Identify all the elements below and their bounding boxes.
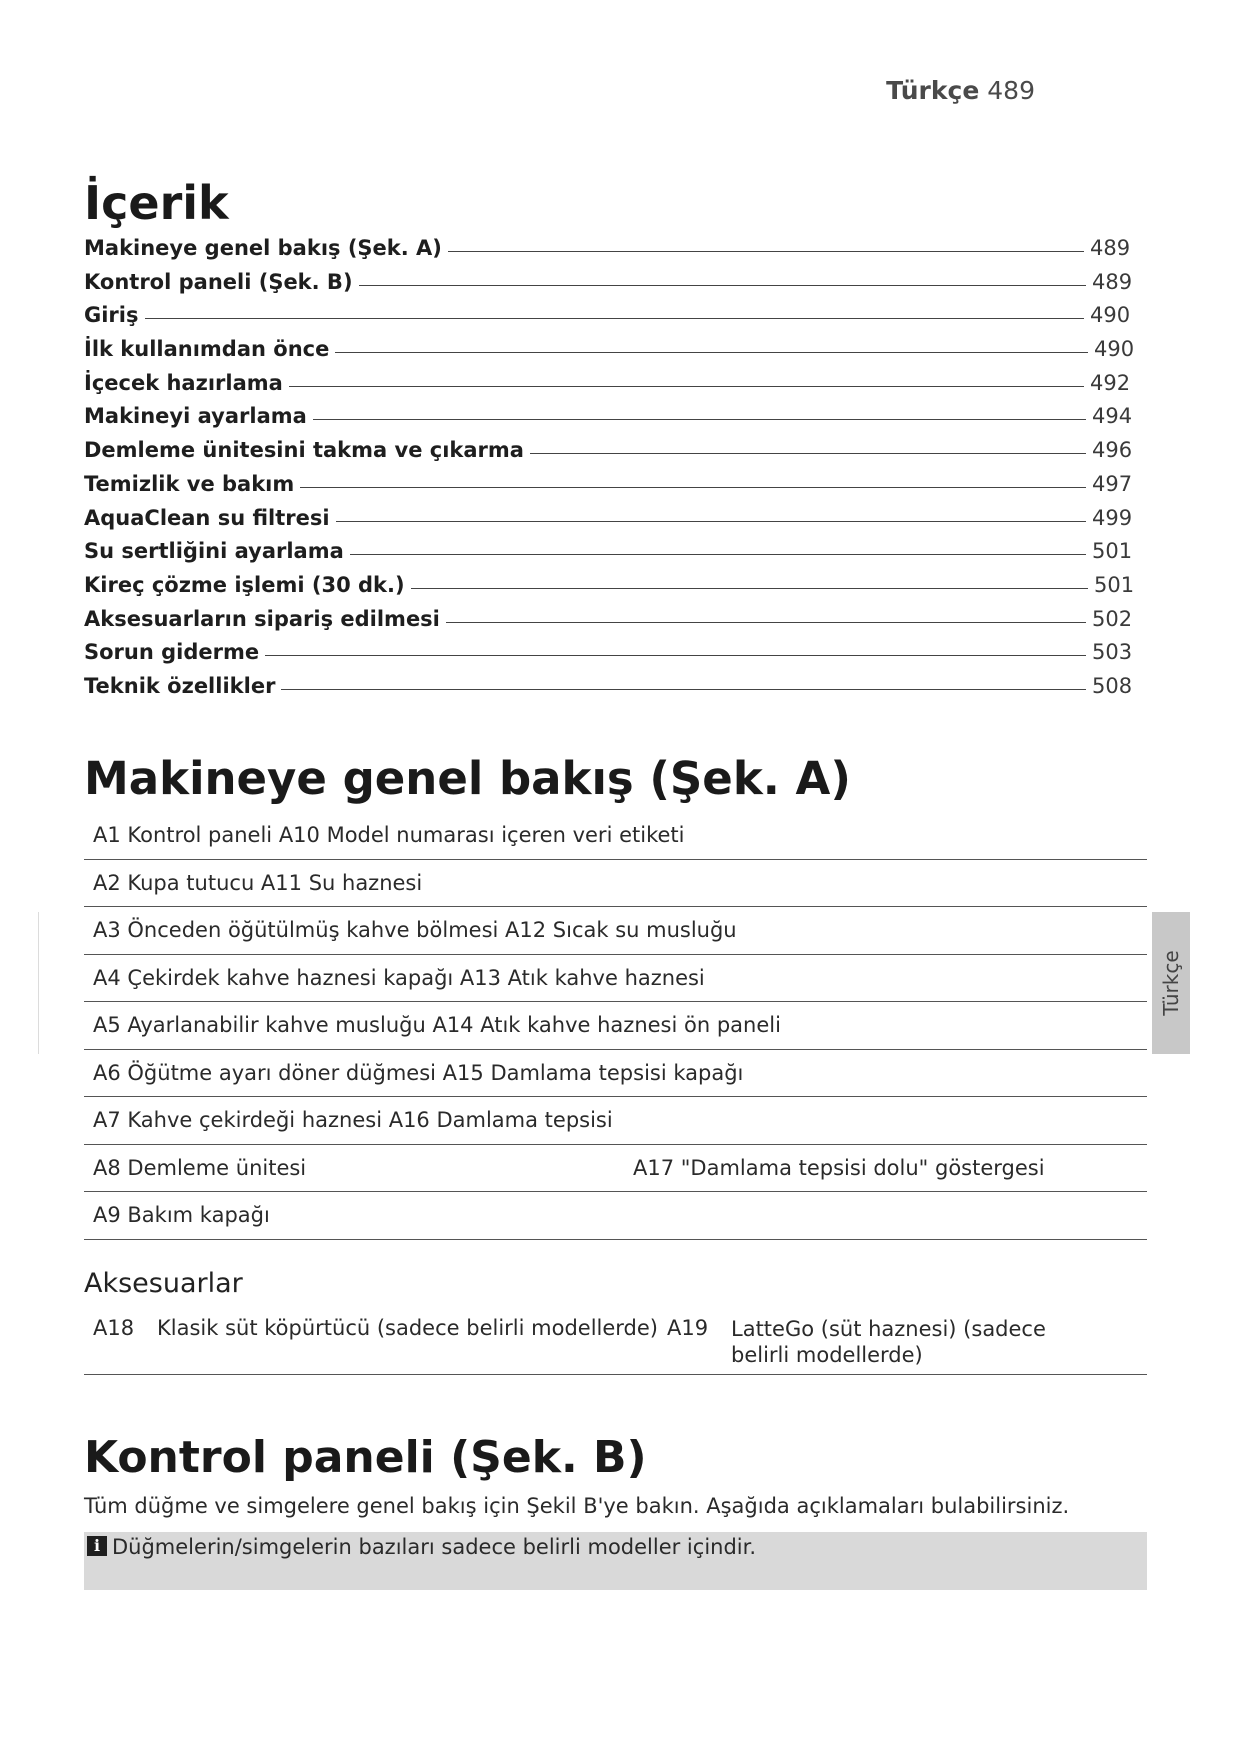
page-header [886,76,1035,105]
toc-row[interactable] [84,606,1133,641]
toc-label: AquaClean su filtresi [84,505,330,530]
toc-page-number: 497 [1092,471,1133,496]
toc-page-number: 490 [1094,337,1135,362]
toc-page-number: 508 [1092,673,1133,698]
toc-leader-line [289,386,1084,387]
toc-row[interactable] [84,572,1135,607]
toc-row[interactable] [84,471,1133,506]
accessory-code: A18 [93,1316,135,1340]
control-panel-text: Tüm düğme ve simgelere genel bakış için Şekil B'ye bakın. Aşağıda açıklamaları bulabilirsiniz. [84,1494,1070,1518]
toc-page-number: 502 [1092,606,1133,631]
info-icon: i [87,1536,107,1556]
toc-label: Makineye genel bakış (Şek. A) [84,236,442,260]
margin-divider [38,912,39,1054]
header-page-number: 489 [987,76,1035,105]
toc-leader-line [335,352,1088,353]
parts-row-text-right: A17 "Damlama tepsisi dolu" göstergesi [633,1155,1045,1180]
toc-page-number: 489 [1092,269,1133,294]
accessory-text: LatteGo (süt haznesi) (sadece belirli modellerde) [731,1317,1046,1367]
toc-leader-line [530,453,1086,454]
accessory-text: Klasik süt köpürtücü (sadece belirli modellerde) [157,1316,658,1340]
toc-page-number: 489 [1090,236,1131,260]
parts-row [84,955,1147,1003]
accessory-code: A19 [667,1316,709,1340]
toc-leader-line [336,521,1086,522]
toc-row[interactable] [84,370,1131,405]
parts-row [84,1192,1147,1240]
parts-row-text: A5 Ayarlanabilir kahve musluğu A14 Atık kahve haznesi ön paneli [93,1013,781,1038]
parts-row-text: A4 Çekirdek kahve haznesi kapağı A13 Atık kahve haznesi [93,965,705,990]
toc-row[interactable] [84,539,1133,573]
toc-row[interactable] [84,640,1133,674]
parts-row-text: A3 Önceden öğütülmüş kahve bölmesi A12 Sıcak su musluğu [93,918,737,943]
toc-label: Makineyi ayarlama [84,404,307,429]
toc-leader-line [359,285,1086,286]
parts-row [84,1050,1147,1098]
accessory-item [93,1316,658,1340]
toc-label: Giriş [84,303,139,328]
language-side-tab [1152,912,1190,1054]
toc-leader-line [145,318,1085,319]
toc-leader-line [411,588,1088,589]
toc-leader-line [350,554,1086,555]
toc-leader-line [446,622,1086,623]
toc-row[interactable] [84,673,1133,708]
toc-page-number: 492 [1090,370,1131,395]
toc-row[interactable] [84,236,1131,270]
toc-page-number: 501 [1094,572,1135,597]
info-note [84,1532,1147,1590]
toc-title: İçerik [84,176,229,230]
table-of-contents [84,236,1135,708]
parts-row-text: A7 Kahve çekirdeği haznesi A16 Damlama tepsisi [93,1108,613,1133]
toc-label: Teknik özellikler [84,673,276,698]
toc-label: Su sertliğini ayarlama [84,539,344,564]
toc-leader-line [265,655,1086,656]
toc-leader-line [300,487,1086,488]
overview-title: Makineye genel bakış (Şek. A) [84,752,851,805]
toc-label: Kireç çözme işlemi (30 dk.) [84,572,405,597]
parts-row [84,860,1147,908]
accessory-item [667,1316,1101,1368]
toc-label: Sorun giderme [84,640,260,665]
toc-label: Temizlik ve bakım [84,471,295,496]
parts-row [84,1002,1147,1050]
toc-leader-line [448,251,1084,252]
parts-row-text: A2 Kupa tutucu A11 Su haznesi [93,870,423,895]
parts-row-text: A6 Öğütme ayarı döner düğmesi A15 Damlama tepsisi kapağı [93,1060,744,1085]
toc-leader-line [313,419,1086,420]
toc-row[interactable] [84,438,1133,472]
parts-row-text: A8 Demleme ünitesi [93,1155,307,1180]
accessories-title: Aksesuarlar [84,1268,243,1299]
parts-row [84,1145,1147,1193]
toc-row[interactable] [84,269,1133,304]
toc-row[interactable] [84,303,1131,337]
accessories-row [84,1312,1147,1375]
parts-row-text: A1 Kontrol paneli A10 Model numarası içeren veri etiketi [93,823,685,848]
parts-list [84,812,1147,1240]
toc-label: İlk kullanımdan önce [84,337,330,362]
toc-label: İçecek hazırlama [84,370,283,395]
toc-row[interactable] [84,404,1133,438]
side-tab-label: Türkçe [1159,950,1183,1016]
parts-row [84,907,1147,955]
toc-page-number: 494 [1092,404,1133,429]
parts-row [84,1097,1147,1145]
parts-row-text: A9 Bakım kapağı [93,1203,270,1228]
parts-row [84,812,1147,860]
toc-page-number: 501 [1092,539,1133,564]
toc-row[interactable] [84,505,1133,540]
header-language: Türkçe [886,76,980,105]
toc-page-number: 499 [1092,505,1133,530]
toc-label: Aksesuarların sipariş edilmesi [84,606,440,631]
toc-page-number: 503 [1092,640,1133,665]
toc-page-number: 490 [1090,303,1131,328]
control-panel-title: Kontrol paneli (Şek. B) [84,1432,647,1483]
toc-leader-line [281,689,1086,690]
toc-label: Kontrol paneli (Şek. B) [84,269,353,294]
toc-page-number: 496 [1092,438,1133,463]
info-note-text: Düğmelerin/simgelerin bazıları sadece belirli modeller içindir. [112,1535,757,1559]
toc-row[interactable] [84,337,1135,371]
toc-label: Demleme ünitesini takma ve çıkarma [84,438,524,463]
